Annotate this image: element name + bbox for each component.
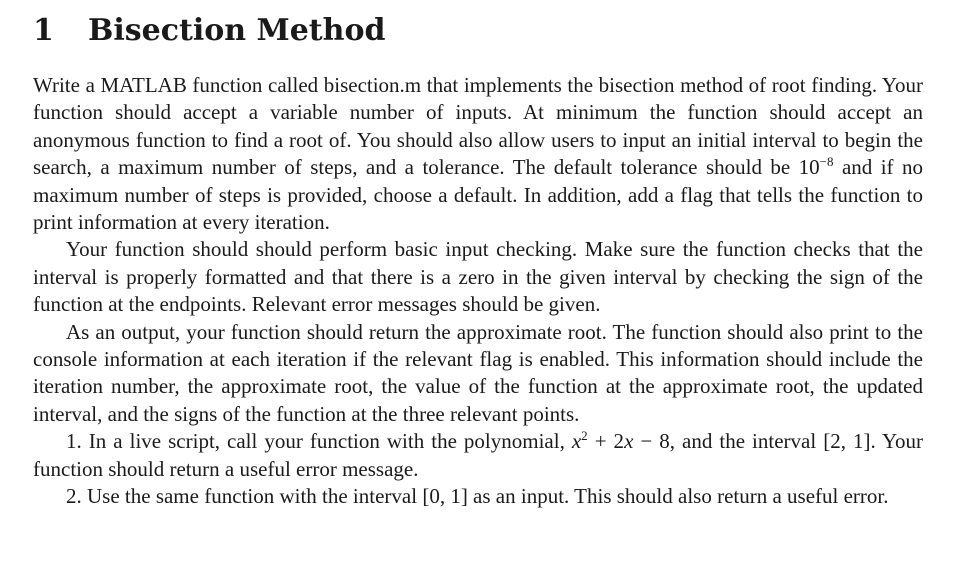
list-item-marker: 2. xyxy=(66,484,82,509)
list-item-marker: 1. xyxy=(66,429,82,454)
list-item-text-continued: , and the interval [2, 1]. Your function should return a useful error message. xyxy=(33,429,924,481)
math-exponent: 2 xyxy=(581,428,588,444)
math-term: − 8 xyxy=(633,429,670,454)
paragraph-input-checking: Your function should should perform basic input checking. Make sure the function checks that the interval is properly formatted and that there is a zero in the given interval by checking the sign of the function at the endpoints. Relevant error messages should be given. xyxy=(33,237,923,317)
body-text xyxy=(33,72,923,511)
section-title: Bisection Method xyxy=(88,13,386,48)
paragraph-intro-text-continued: and if no maximum number of steps is provided, choose a default. In addition, add a flag that tells the function to print information at every iteration. xyxy=(33,155,923,235)
math-term: + 2 xyxy=(587,429,625,454)
paragraph-intro-text: Write a MATLAB function called bisection.m that implements the bisection method of root finding. Your function should accept a variable number of inputs. At minimum the function should accept an anonymous function to find a root of. You should also allow users to input an initial interval to begin the search, a maximum number of steps, and a tolerance. The default tolerance should be 10 xyxy=(33,73,923,180)
list-item-text: Use the same function with the interval [0, 1] as an input. This should also return a useful error. xyxy=(81,484,889,509)
tolerance-exponent: −8 xyxy=(819,154,834,170)
math-variable: x xyxy=(624,429,634,454)
list-item xyxy=(33,428,923,483)
paragraph-output: As an output, your function should return the approximate root. The function should also print to the console information at each iteration if the relevant flag is enabled. This information should include the iteration number, the approximate root, the value of the function at the approximate root, the updated interval, and the signs of the function at the three relevant points. xyxy=(33,319,923,426)
list-item xyxy=(33,483,923,510)
math-variable: x xyxy=(571,429,582,454)
paragraph-intro xyxy=(33,72,923,236)
list-item-text: In a live script, call your function with the polynomial, xyxy=(81,429,572,454)
polynomial-expression xyxy=(572,429,670,453)
section-number: 1 xyxy=(33,13,54,48)
section-heading xyxy=(33,11,385,51)
